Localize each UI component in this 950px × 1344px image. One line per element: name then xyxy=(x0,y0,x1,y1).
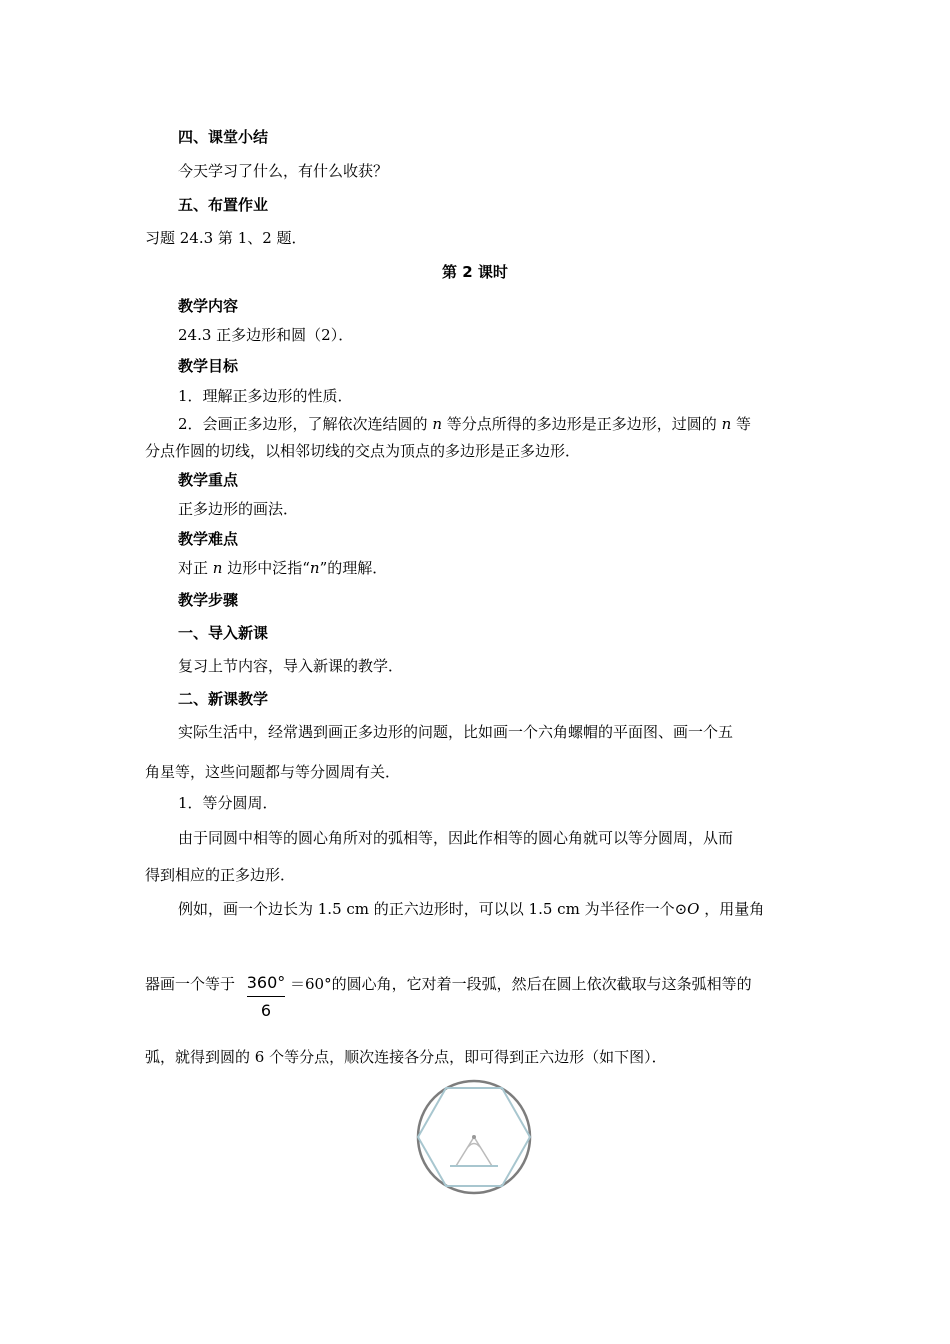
goal-2-var-n: n xyxy=(432,415,442,433)
fraction-numerator: 360° xyxy=(246,973,286,992)
heading-key-point: 教学重点 xyxy=(178,471,239,489)
lesson-title: 第 2 课时 xyxy=(442,263,508,281)
heading-steps: 教学步骤 xyxy=(178,591,239,609)
para2-line1: 由于同圆中相等的圆心角所对的弧相等，因此作相等的圆心角就可以等分圆周，从而 xyxy=(178,829,734,847)
para3-line2-b: ＝60°的圆心角，它对着一段弧，然后在圆上依次截取与这条弧相等的 xyxy=(290,975,752,993)
fraction-denominator: 6 xyxy=(260,1001,272,1020)
heading-content: 教学内容 xyxy=(178,297,239,315)
radius-line-left xyxy=(456,1137,474,1166)
para3-text-a: 例如，画一个边长为 1.5 cm 的正六边形时，可以以 1.5 cm 为半径作一个⊙ xyxy=(178,900,688,918)
goal-2-text-c: 等 xyxy=(736,415,752,433)
heading-difficulty: 教学难点 xyxy=(178,530,239,548)
para3-line1 xyxy=(178,899,764,919)
center-point xyxy=(472,1135,476,1139)
goal-2-text-a: 2．会画正多边形，了解依次连结圆的 xyxy=(178,415,428,433)
goal-2-text-b: 等分点所得的多边形是正多边形，过圆的 xyxy=(446,415,717,433)
para3-text-b: ，用量角 xyxy=(704,900,765,918)
difficulty-var-n: n xyxy=(212,559,223,577)
item-1: 1．等分圆周． xyxy=(178,794,278,812)
para1-line2: 角星等，这些问题都与等分圆周有关． xyxy=(145,763,401,781)
content-text: 24.3 正多边形和圆（2）． xyxy=(178,326,354,344)
intro-text: 复习上节内容，导入新课的教学． xyxy=(178,657,404,675)
homework-text: 习题 24.3 第 1、2 题． xyxy=(145,229,307,247)
para2-line2: 得到相应的正多边形． xyxy=(145,866,296,884)
difficulty-text xyxy=(178,558,387,578)
key-point-text: 正多边形的画法． xyxy=(178,500,299,518)
para1-line1: 实际生活中，经常遇到画正多边形的问题，比如画一个六角螺帽的平面图、画一个五 xyxy=(178,723,734,741)
radius-line-right xyxy=(474,1137,492,1166)
summary-question: 今天学习了什么，有什么收获？ xyxy=(178,162,389,180)
heading-new-lesson: 二、新课教学 xyxy=(178,690,269,708)
para3-line3: 弧，就得到圆的 6 个等分点，顺次连接各分点，即可得到正六边形（如下图）． xyxy=(145,1048,667,1066)
fraction-360-over-6 xyxy=(245,973,287,1023)
difficulty-var-n-2: n xyxy=(309,559,320,577)
difficulty-text-a: 对正 xyxy=(178,559,209,577)
heading-homework: 五、布置作业 xyxy=(178,196,269,214)
para3-line2-a: 器画一个等于 xyxy=(145,975,236,993)
difficulty-text-b: 边形中泛指“ xyxy=(227,559,310,577)
circle-name-o: O xyxy=(687,900,700,918)
heading-intro: 一、导入新课 xyxy=(178,624,269,642)
hexagon-circle-diagram xyxy=(410,1078,538,1196)
goal-2-var-n-2: n xyxy=(721,415,732,433)
goal-2-line2: 分点作圆的切线，以相邻切线的交点为顶点的多边形是正多边形． xyxy=(145,442,581,460)
goal-2-line1 xyxy=(178,414,751,434)
hexagon-in-circle-figure xyxy=(410,1078,538,1196)
heading-goal: 教学目标 xyxy=(178,357,239,375)
fraction-bar xyxy=(247,996,285,997)
difficulty-text-c: ”的理解． xyxy=(319,559,388,577)
heading-class-summary: 四、课堂小结 xyxy=(178,128,269,146)
goal-1: 1．理解正多边形的性质． xyxy=(178,387,353,405)
